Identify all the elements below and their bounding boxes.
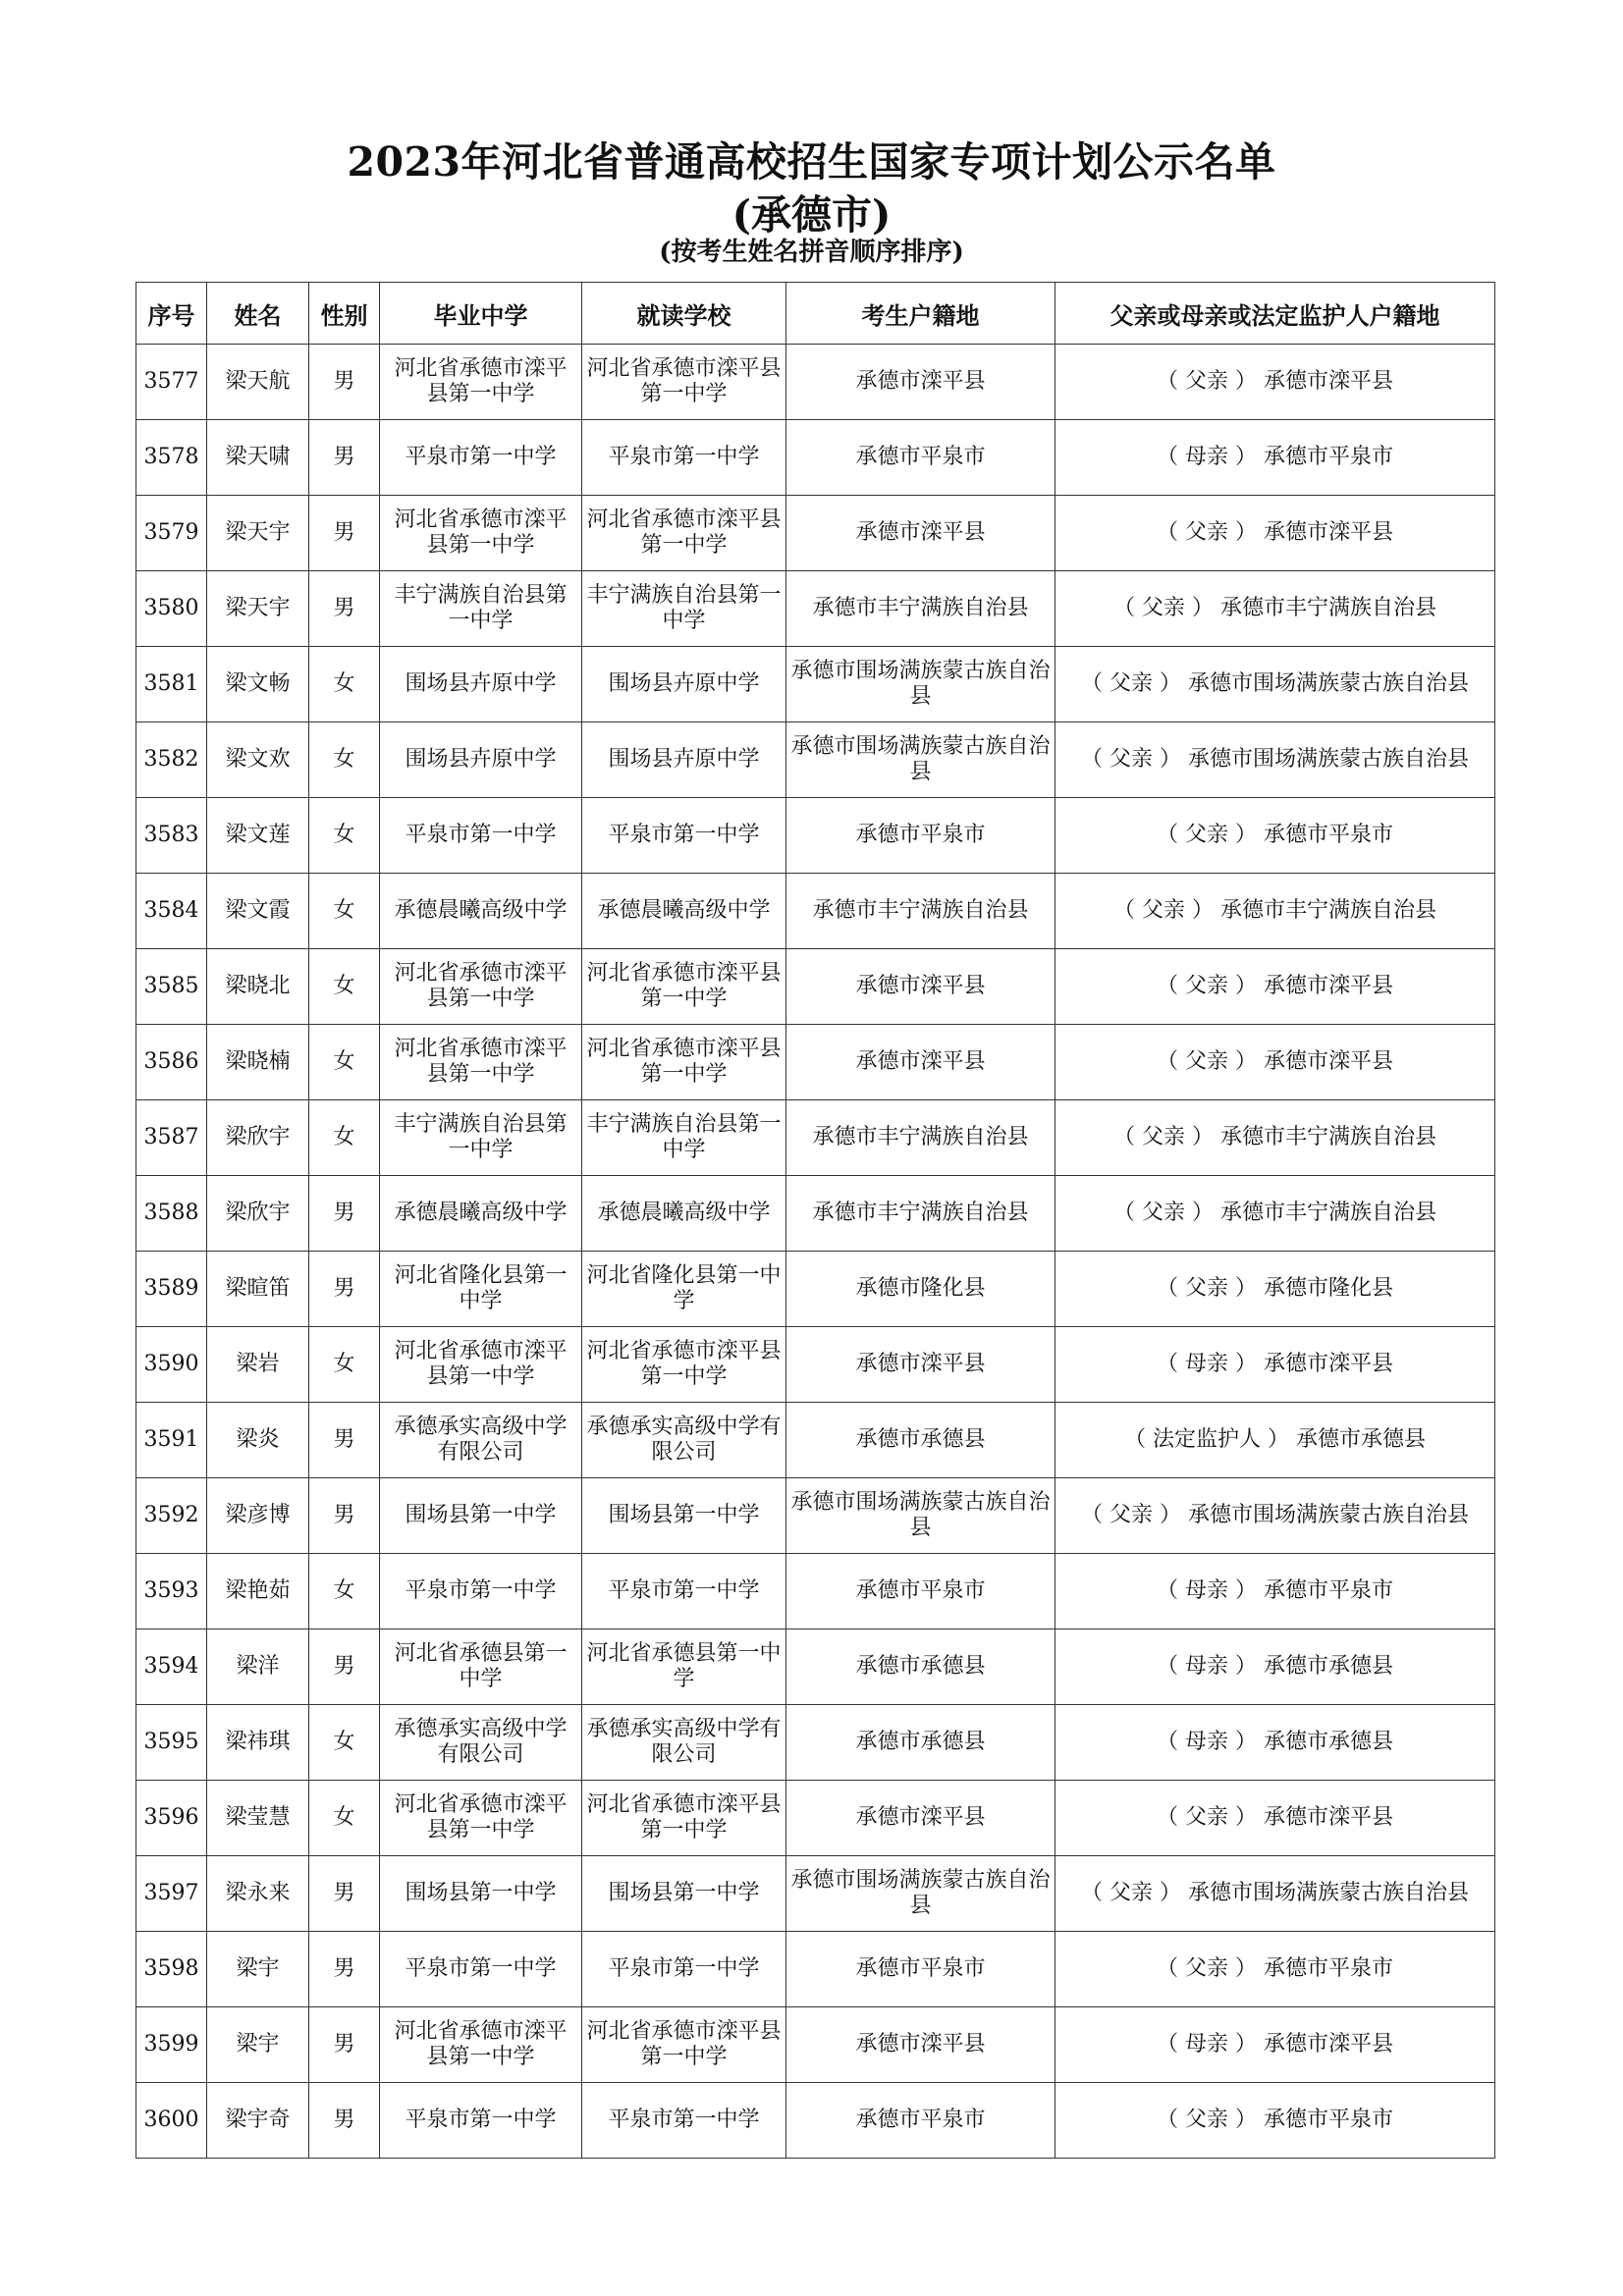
cell-current-school: 河北省承德市滦平县第一中学 bbox=[582, 2007, 786, 2083]
cell-name: 梁文欢 bbox=[207, 722, 309, 798]
col-header-serial: 序号 bbox=[136, 283, 207, 345]
cell-name: 梁永来 bbox=[207, 1856, 309, 1932]
cell-current-school: 平泉市第一中学 bbox=[582, 1554, 786, 1629]
cell-graduated-school: 河北省承德市滦平县第一中学 bbox=[380, 2007, 582, 2083]
cell-guardian-registration: （ 父亲 ） 承德市平泉市 bbox=[1055, 2083, 1495, 2159]
table-row bbox=[136, 345, 1495, 420]
table-row bbox=[136, 2083, 1495, 2159]
cell-serial: 3595 bbox=[136, 1705, 207, 1781]
table-row bbox=[136, 1100, 1495, 1176]
cell-name: 梁天宇 bbox=[207, 496, 309, 571]
cell-gender: 男 bbox=[309, 496, 380, 571]
cell-gender: 女 bbox=[309, 874, 380, 949]
cell-current-school: 承德承实高级中学有限公司 bbox=[582, 1705, 786, 1781]
cell-gender: 女 bbox=[309, 1705, 380, 1781]
cell-guardian-registration: （ 父亲 ） 承德市滦平县 bbox=[1055, 949, 1495, 1025]
cell-graduated-school: 河北省承德市滦平县第一中学 bbox=[380, 1781, 582, 1856]
cell-name: 梁莹慧 bbox=[207, 1781, 309, 1856]
cell-name: 梁祎琪 bbox=[207, 1705, 309, 1781]
table-row bbox=[136, 1705, 1495, 1781]
cell-household-registration: 承德市丰宁满族自治县 bbox=[786, 571, 1055, 647]
cell-graduated-school: 平泉市第一中学 bbox=[380, 2083, 582, 2159]
cell-gender: 男 bbox=[309, 1403, 380, 1478]
cell-guardian-registration: （ 父亲 ） 承德市滦平县 bbox=[1055, 496, 1495, 571]
cell-guardian-registration: （ 父亲 ） 承德市平泉市 bbox=[1055, 798, 1495, 874]
cell-serial: 3577 bbox=[136, 345, 207, 420]
cell-guardian-registration: （ 法定监护人 ） 承德市承德县 bbox=[1055, 1403, 1495, 1478]
cell-guardian-registration: （ 父亲 ） 承德市丰宁满族自治县 bbox=[1055, 571, 1495, 647]
cell-guardian-registration: （ 父亲 ） 承德市围场满族蒙古族自治县 bbox=[1055, 1478, 1495, 1554]
cell-name: 梁天啸 bbox=[207, 420, 309, 496]
cell-current-school: 河北省承德市滦平县第一中学 bbox=[582, 1781, 786, 1856]
cell-serial: 3585 bbox=[136, 949, 207, 1025]
cell-gender: 男 bbox=[309, 2007, 380, 2083]
cell-graduated-school: 围场县卉原中学 bbox=[380, 647, 582, 722]
cell-current-school: 河北省承德县第一中学 bbox=[582, 1629, 786, 1705]
cell-current-school: 平泉市第一中学 bbox=[582, 420, 786, 496]
cell-graduated-school: 围场县第一中学 bbox=[380, 1856, 582, 1932]
cell-guardian-registration: （ 母亲 ） 承德市滦平县 bbox=[1055, 2007, 1495, 2083]
cell-household-registration: 承德市围场满族蒙古族自治县 bbox=[786, 722, 1055, 798]
cell-name: 梁艳茹 bbox=[207, 1554, 309, 1629]
cell-serial: 3596 bbox=[136, 1781, 207, 1856]
cell-gender: 女 bbox=[309, 1100, 380, 1176]
cell-household-registration: 承德市滦平县 bbox=[786, 1025, 1055, 1100]
cell-guardian-registration: （ 父亲 ） 承德市丰宁满族自治县 bbox=[1055, 1176, 1495, 1252]
cell-graduated-school: 河北省承德市滦平县第一中学 bbox=[380, 1025, 582, 1100]
cell-serial: 3600 bbox=[136, 2083, 207, 2159]
cell-household-registration: 承德市滦平县 bbox=[786, 1327, 1055, 1403]
cell-guardian-registration: （ 母亲 ） 承德市承德县 bbox=[1055, 1705, 1495, 1781]
table-row bbox=[136, 1176, 1495, 1252]
cell-household-registration: 承德市承德县 bbox=[786, 1629, 1055, 1705]
table-row bbox=[136, 949, 1495, 1025]
cell-current-school: 平泉市第一中学 bbox=[582, 1932, 786, 2007]
table-row bbox=[136, 2007, 1495, 2083]
cell-current-school: 河北省承德市滦平县第一中学 bbox=[582, 496, 786, 571]
cell-household-registration: 承德市丰宁满族自治县 bbox=[786, 1176, 1055, 1252]
cell-graduated-school: 承德承实高级中学有限公司 bbox=[380, 1403, 582, 1478]
cell-guardian-registration: （ 父亲 ） 承德市平泉市 bbox=[1055, 1932, 1495, 2007]
cell-name: 梁暄笛 bbox=[207, 1252, 309, 1327]
cell-gender: 男 bbox=[309, 1932, 380, 2007]
cell-guardian-registration: （ 母亲 ） 承德市承德县 bbox=[1055, 1629, 1495, 1705]
table-row bbox=[136, 1629, 1495, 1705]
cell-household-registration: 承德市围场满族蒙古族自治县 bbox=[786, 647, 1055, 722]
cell-gender: 男 bbox=[309, 420, 380, 496]
table-row bbox=[136, 1478, 1495, 1554]
cell-current-school: 平泉市第一中学 bbox=[582, 2083, 786, 2159]
cell-current-school: 丰宁满族自治县第一中学 bbox=[582, 1100, 786, 1176]
cell-graduated-school: 围场县卉原中学 bbox=[380, 722, 582, 798]
cell-name: 梁洋 bbox=[207, 1629, 309, 1705]
cell-guardian-registration: （ 母亲 ） 承德市平泉市 bbox=[1055, 1554, 1495, 1629]
table-header bbox=[136, 283, 1495, 345]
cell-graduated-school: 平泉市第一中学 bbox=[380, 798, 582, 874]
cell-serial: 3586 bbox=[136, 1025, 207, 1100]
cell-serial: 3588 bbox=[136, 1176, 207, 1252]
cell-name: 梁炎 bbox=[207, 1403, 309, 1478]
cell-name: 梁宇奇 bbox=[207, 2083, 309, 2159]
cell-serial: 3597 bbox=[136, 1856, 207, 1932]
cell-gender: 女 bbox=[309, 647, 380, 722]
cell-graduated-school: 承德承实高级中学有限公司 bbox=[380, 1705, 582, 1781]
cell-current-school: 河北省隆化县第一中学 bbox=[582, 1252, 786, 1327]
cell-gender: 女 bbox=[309, 1025, 380, 1100]
admission-roster-table bbox=[135, 282, 1495, 2159]
cell-household-registration: 承德市围场满族蒙古族自治县 bbox=[786, 1856, 1055, 1932]
cell-guardian-registration: （ 父亲 ） 承德市围场满族蒙古族自治县 bbox=[1055, 1856, 1495, 1932]
cell-graduated-school: 平泉市第一中学 bbox=[380, 420, 582, 496]
cell-graduated-school: 河北省承德市滦平县第一中学 bbox=[380, 345, 582, 420]
cell-household-registration: 承德市丰宁满族自治县 bbox=[786, 874, 1055, 949]
table-row bbox=[136, 1403, 1495, 1478]
cell-gender: 女 bbox=[309, 1327, 380, 1403]
cell-gender: 男 bbox=[309, 1629, 380, 1705]
cell-current-school: 河北省承德市滦平县第一中学 bbox=[582, 1327, 786, 1403]
table-row bbox=[136, 420, 1495, 496]
cell-current-school: 河北省承德市滦平县第一中学 bbox=[582, 345, 786, 420]
cell-graduated-school: 平泉市第一中学 bbox=[380, 1932, 582, 2007]
cell-graduated-school: 河北省承德县第一中学 bbox=[380, 1629, 582, 1705]
cell-current-school: 河北省承德市滦平县第一中学 bbox=[582, 949, 786, 1025]
cell-current-school: 平泉市第一中学 bbox=[582, 798, 786, 874]
cell-graduated-school: 承德晨曦高级中学 bbox=[380, 1176, 582, 1252]
cell-serial: 3589 bbox=[136, 1252, 207, 1327]
cell-graduated-school: 围场县第一中学 bbox=[380, 1478, 582, 1554]
cell-guardian-registration: （ 父亲 ） 承德市丰宁满族自治县 bbox=[1055, 1100, 1495, 1176]
col-header-gender: 性别 bbox=[309, 283, 380, 345]
cell-serial: 3594 bbox=[136, 1629, 207, 1705]
cell-graduated-school: 丰宁满族自治县第一中学 bbox=[380, 571, 582, 647]
cell-gender: 男 bbox=[309, 345, 380, 420]
table-row bbox=[136, 722, 1495, 798]
cell-current-school: 丰宁满族自治县第一中学 bbox=[582, 571, 786, 647]
cell-name: 梁宇 bbox=[207, 1932, 309, 2007]
table-row bbox=[136, 1327, 1495, 1403]
cell-current-school: 围场县卉原中学 bbox=[582, 647, 786, 722]
cell-household-registration: 承德市隆化县 bbox=[786, 1252, 1055, 1327]
header-row bbox=[136, 283, 1495, 345]
cell-name: 梁晓北 bbox=[207, 949, 309, 1025]
cell-guardian-registration: （ 母亲 ） 承德市滦平县 bbox=[1055, 1327, 1495, 1403]
cell-name: 梁彦博 bbox=[207, 1478, 309, 1554]
col-header-household-registration: 考生户籍地 bbox=[786, 283, 1055, 345]
document-title: 2023年河北省普通高校招生国家专项计划公示名单 bbox=[347, 138, 1276, 186]
cell-serial: 3578 bbox=[136, 420, 207, 496]
cell-name: 梁岩 bbox=[207, 1327, 309, 1403]
cell-gender: 男 bbox=[309, 571, 380, 647]
cell-graduated-school: 丰宁满族自治县第一中学 bbox=[380, 1100, 582, 1176]
cell-household-registration: 承德市滦平县 bbox=[786, 949, 1055, 1025]
cell-household-registration: 承德市滦平县 bbox=[786, 2007, 1055, 2083]
cell-serial: 3593 bbox=[136, 1554, 207, 1629]
table-row bbox=[136, 1025, 1495, 1100]
cell-current-school: 承德晨曦高级中学 bbox=[582, 874, 786, 949]
cell-current-school: 围场县卉原中学 bbox=[582, 722, 786, 798]
table-row bbox=[136, 1932, 1495, 2007]
col-header-name: 姓名 bbox=[207, 283, 309, 345]
cell-gender: 女 bbox=[309, 949, 380, 1025]
table-row bbox=[136, 647, 1495, 722]
cell-current-school: 河北省承德市滦平县第一中学 bbox=[582, 1025, 786, 1100]
cell-gender: 男 bbox=[309, 1176, 380, 1252]
cell-household-registration: 承德市平泉市 bbox=[786, 1932, 1055, 2007]
cell-serial: 3590 bbox=[136, 1327, 207, 1403]
cell-gender: 男 bbox=[309, 1856, 380, 1932]
cell-name: 梁晓楠 bbox=[207, 1025, 309, 1100]
document-city: (承德市) bbox=[731, 191, 892, 239]
col-header-current-school: 就读学校 bbox=[582, 283, 786, 345]
table-row bbox=[136, 1554, 1495, 1629]
cell-household-registration: 承德市平泉市 bbox=[786, 420, 1055, 496]
cell-name: 梁天宇 bbox=[207, 571, 309, 647]
cell-gender: 女 bbox=[309, 1781, 380, 1856]
cell-name: 梁文畅 bbox=[207, 647, 309, 722]
cell-name: 梁欣宇 bbox=[207, 1100, 309, 1176]
cell-serial: 3584 bbox=[136, 874, 207, 949]
cell-graduated-school: 河北省承德市滦平县第一中学 bbox=[380, 496, 582, 571]
cell-gender: 男 bbox=[309, 1252, 380, 1327]
cell-name: 梁天航 bbox=[207, 345, 309, 420]
col-header-guardian-registration: 父亲或母亲或法定监护人户籍地 bbox=[1055, 283, 1495, 345]
table-row bbox=[136, 798, 1495, 874]
cell-guardian-registration: （ 父亲 ） 承德市滦平县 bbox=[1055, 345, 1495, 420]
cell-guardian-registration: （ 父亲 ） 承德市围场满族蒙古族自治县 bbox=[1055, 647, 1495, 722]
cell-household-registration: 承德市平泉市 bbox=[786, 2083, 1055, 2159]
cell-name: 梁宇 bbox=[207, 2007, 309, 2083]
cell-serial: 3599 bbox=[136, 2007, 207, 2083]
table-row bbox=[136, 496, 1495, 571]
cell-name: 梁欣宇 bbox=[207, 1176, 309, 1252]
table-row bbox=[136, 571, 1495, 647]
cell-gender: 女 bbox=[309, 1554, 380, 1629]
cell-graduated-school: 平泉市第一中学 bbox=[380, 1554, 582, 1629]
cell-current-school: 围场县第一中学 bbox=[582, 1856, 786, 1932]
cell-graduated-school: 河北省承德市滦平县第一中学 bbox=[380, 1327, 582, 1403]
cell-guardian-registration: （ 父亲 ） 承德市围场满族蒙古族自治县 bbox=[1055, 722, 1495, 798]
cell-graduated-school: 河北省隆化县第一中学 bbox=[380, 1252, 582, 1327]
cell-serial: 3583 bbox=[136, 798, 207, 874]
cell-name: 梁文莲 bbox=[207, 798, 309, 874]
cell-serial: 3598 bbox=[136, 1932, 207, 2007]
cell-household-registration: 承德市丰宁满族自治县 bbox=[786, 1100, 1055, 1176]
cell-gender: 女 bbox=[309, 722, 380, 798]
cell-household-registration: 承德市围场满族蒙古族自治县 bbox=[786, 1478, 1055, 1554]
cell-household-registration: 承德市滦平县 bbox=[786, 1781, 1055, 1856]
cell-gender: 男 bbox=[309, 1478, 380, 1554]
cell-household-registration: 承德市平泉市 bbox=[786, 798, 1055, 874]
cell-serial: 3587 bbox=[136, 1100, 207, 1176]
cell-serial: 3591 bbox=[136, 1403, 207, 1478]
cell-graduated-school: 承德晨曦高级中学 bbox=[380, 874, 582, 949]
cell-household-registration: 承德市承德县 bbox=[786, 1705, 1055, 1781]
cell-serial: 3582 bbox=[136, 722, 207, 798]
table-row bbox=[136, 874, 1495, 949]
cell-household-registration: 承德市平泉市 bbox=[786, 1554, 1055, 1629]
cell-serial: 3580 bbox=[136, 571, 207, 647]
cell-guardian-registration: （ 父亲 ） 承德市隆化县 bbox=[1055, 1252, 1495, 1327]
cell-name: 梁文霞 bbox=[207, 874, 309, 949]
cell-household-registration: 承德市承德县 bbox=[786, 1403, 1055, 1478]
col-header-graduated-school: 毕业中学 bbox=[380, 283, 582, 345]
document-sort-note: (按考生姓名拼音顺序排序) bbox=[659, 238, 964, 267]
cell-guardian-registration: （ 父亲 ） 承德市滦平县 bbox=[1055, 1781, 1495, 1856]
cell-current-school: 承德承实高级中学有限公司 bbox=[582, 1403, 786, 1478]
cell-guardian-registration: （ 母亲 ） 承德市平泉市 bbox=[1055, 420, 1495, 496]
cell-gender: 女 bbox=[309, 798, 380, 874]
cell-graduated-school: 河北省承德市滦平县第一中学 bbox=[380, 949, 582, 1025]
table-row bbox=[136, 1781, 1495, 1856]
cell-serial: 3592 bbox=[136, 1478, 207, 1554]
cell-household-registration: 承德市滦平县 bbox=[786, 345, 1055, 420]
cell-current-school: 承德晨曦高级中学 bbox=[582, 1176, 786, 1252]
cell-guardian-registration: （ 父亲 ） 承德市丰宁满族自治县 bbox=[1055, 874, 1495, 949]
table-body bbox=[136, 345, 1495, 2159]
table-row bbox=[136, 1252, 1495, 1327]
cell-serial: 3581 bbox=[136, 647, 207, 722]
cell-gender: 男 bbox=[309, 2083, 380, 2159]
cell-guardian-registration: （ 父亲 ） 承德市滦平县 bbox=[1055, 1025, 1495, 1100]
cell-serial: 3579 bbox=[136, 496, 207, 571]
cell-household-registration: 承德市滦平县 bbox=[786, 496, 1055, 571]
table-row bbox=[136, 1856, 1495, 1932]
cell-current-school: 围场县第一中学 bbox=[582, 1478, 786, 1554]
